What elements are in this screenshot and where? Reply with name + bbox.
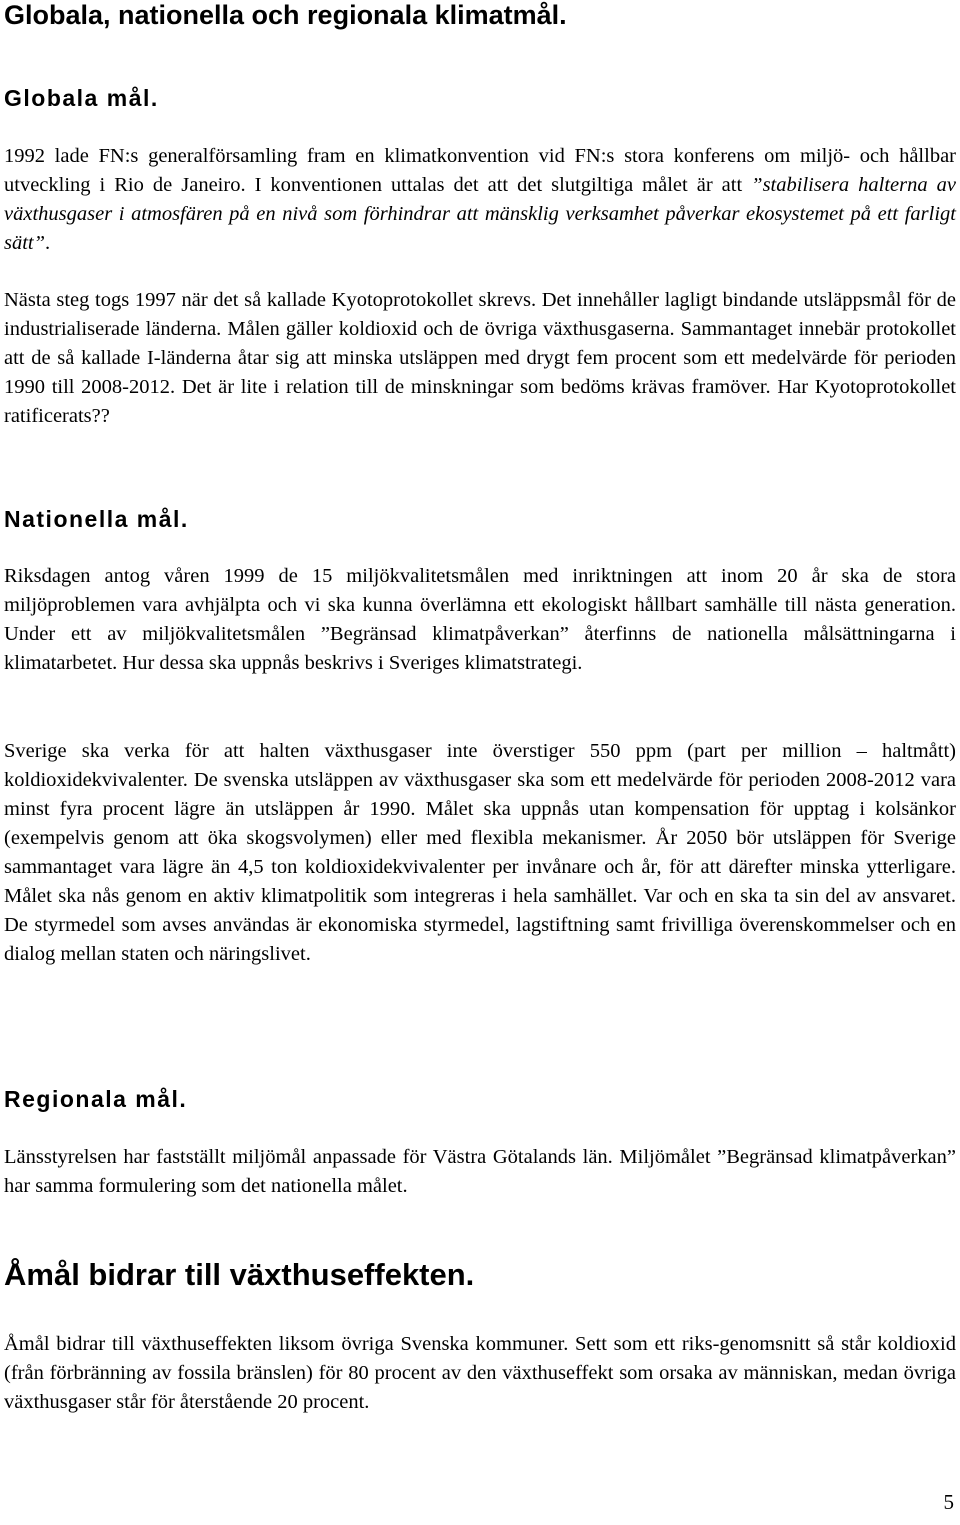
heading-national-goals: Nationella mål. [4, 506, 189, 532]
heading-global-goals: Globala mål. [4, 85, 159, 111]
paragraph-national-1: Riksdagen antog våren 1999 de 15 miljökvalitetsmålen med inriktningen att inom 20 år ska de stora miljöproblemen vara avhjälpta och vi ska kunna överlämna ett ekologiskt hållbart samhälle till nästa generation. Under ett av miljökvalitetsmålen ”Begränsad klimatpåverkan” återfinns de nationella målsättningarna i klimatarbetet. Hur dessa ska uppnås beskrivs i Sveriges klimatstrategi. [4, 565, 956, 674]
paragraph-global-1-end: . [45, 232, 51, 254]
document-title: Globala, nationella och regionala klimatmål. [4, 0, 567, 30]
heading-regional-goals: Regionala mål. [4, 1086, 188, 1112]
paragraph-national-2: Sverige ska verka för att halten växthusgaser inte överstiger 550 ppm (part per million – haltmått) koldioxidekvivalenter. De svenska utsläppen av växthusgaser ska som ett medelvärde för perioden 2008-2012 vara minst fyra procent lägre än utsläppen år 1990. Målet ska uppnås utan kompensation för upptag i kolsänkor (exempelvis genom att öka skogsvolymen) eller med flexibla mekanismer. År 2050 bör utsläppen för Sverige sammantaget vara lägre än 4,5 ton koldioxidekvivalenter per invånare och år, för att därefter minska ytterligare. Målet ska nås genom en aktiv klimatpolitik som integreras i hela samhället. Var och en ska ta sin del av ansvaret. De styrmedel som avses användas är ekonomiska styrmedel, lagstiftning samt frivilliga överenskommelser och en dialog mellan staten och näringslivet. [4, 740, 956, 965]
convention-quote: ”stabilisera halterna av växthusgaser i atmosfären på en nivå som förhindrar att mänsklig verksamhet påverkar ekosystemet på ett farligt sätt” [4, 174, 956, 254]
paragraph-global-1 [4, 142, 956, 258]
paragraph-amal-1: Åmål bidrar till växthuseffekten liksom övriga Svenska kommuner. Sett som ett riks-genomsnitt så står koldioxid (från förbränning av fossila bränslen) för 80 procent av den växthuseffekt som orsaka av människan, medan övriga växthusgaser står för återstående 20 procent. [4, 1333, 956, 1413]
heading-amal: Åmål bidrar till växthuseffekten. [4, 1257, 475, 1292]
paragraph-regional-1: Länsstyrelsen har fastställt miljömål anpassade för Västra Götalands län. Miljömålet ”Begränsad klimatpåverkan” har samma formulering som det nationella målet. [4, 1146, 956, 1197]
paragraph-global-2: Nästa steg togs 1997 när det så kallade Kyotoprotokollet skrevs. Det innehåller lagligt bindande utsläppsmål för de industrialiserade länderna. Målen gäller koldioxid och de övriga växthusgaserna. Sammantaget innebär protokollet att de så kallade I-länderna åtar sig att minska utsläppen med drygt fem procent som ett medelvärde för perioden 1990 till 2008-2012. Det är lite i relation till de minskningar som bedöms krävas framöver. Har Kyotoprotokollet ratificerats?? [4, 289, 956, 427]
page-number: 5 [943, 1490, 954, 1514]
paragraph-global-1-text: 1992 lade FN:s generalförsamling fram en klimatkonvention vid FN:s stora konferens om miljö- och hållbar utveckling i Rio de Janeiro. I konventionen uttalas det att det slutgiltiga målet är att [4, 145, 956, 196]
